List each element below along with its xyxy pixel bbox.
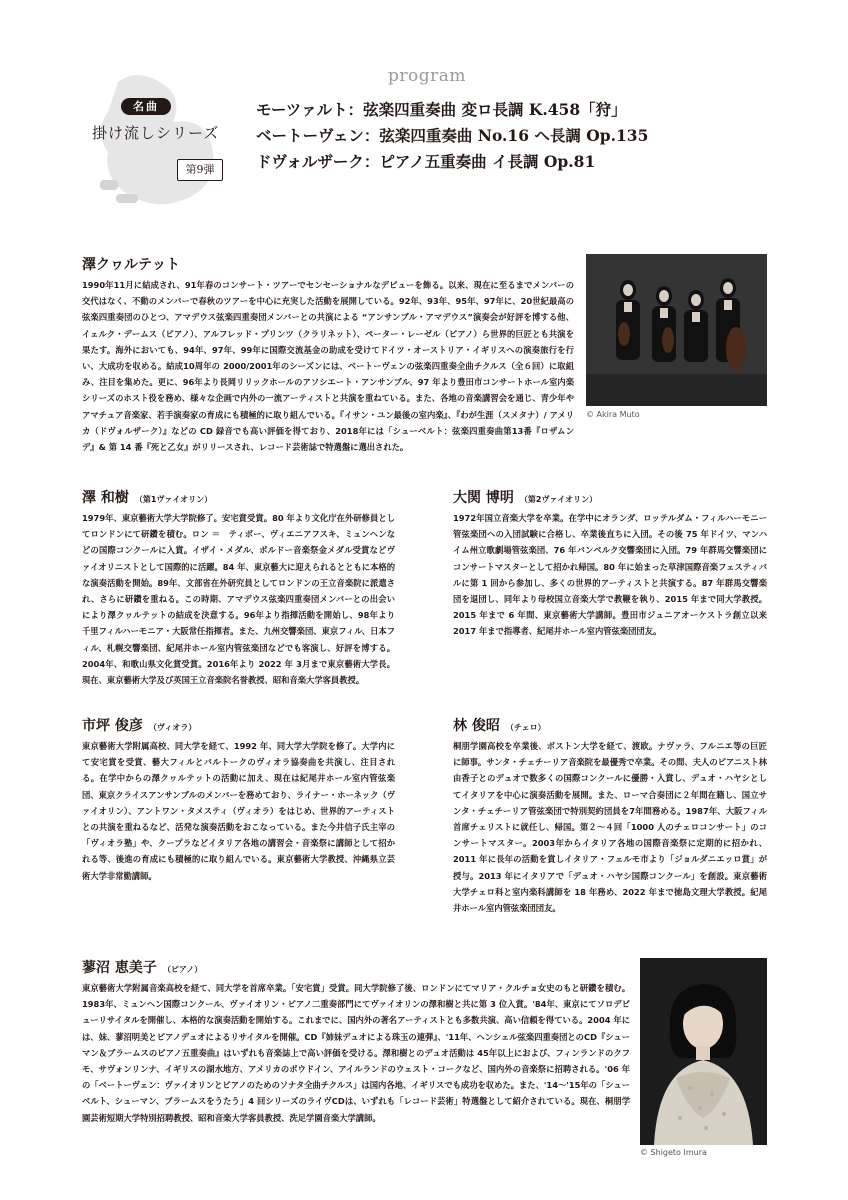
pianist-bio: 東京藝術大学附属音楽高校を経て、同大学を首席卒業。「安宅賞」受賞。同大学院修了後、ロンドンにてマリア・クルチョ女史のもと研鑽を積む。1983年、ミュンヘン国際コンクール、ヴァイオリン・ピアノ二重奏部門にてヴァイオリンの澤和樹と共に第 3 位入賞。'84年、東京にてソロデビューリサイタルを開催し、本格的な演奏活動を開始する。これまでに、国内外の著名アーティストとも多数共演、高い信頼を得ている。2004 年には、妹、蓼沼明美とピアノデュオによるリサイタルを開催。CD『姉妹デュオによる珠玉の連弾』、'11年、ヘンシェル弦楽四重奏団とのCD『シューマン＆ブラームスのピアノ五重奏曲』はいずれも音楽誌上で高い評価を受ける。澤和樹とのデュオ活動は 45年以上におよび、フィンランドのクフモ、サヴォンリンナ、イギリスの湖水地方、アメリカのボウドイン、アイルランドのウェスト・コークなど、国内外の音楽祭に招聘される。'06 年の「ベートーヴェン：ヴァイオリンとピアノのためのソナタ全曲チクルス」は国内各地、イギリスでも成功を収めた。また、'14～'15年の「シューベルト、シューマン、ブラームスをうたう」4 回シリーズのライヴCDは、いずれも「レコード芸術」特選盤として紹介されている。現在、桐朋学園芸術短期大学特別招聘教授、昭和音楽大学客員教授、洗足学園音楽大学講師。 [82, 983, 630, 1123]
program-label: program [388, 66, 467, 86]
member-name: 澤 和樹 [82, 490, 129, 506]
member-bio: 1979年、東京藝術大学大学院修了。安宅賞受賞。80 年より文化庁在外研修員としてロンドンにて研鑽を積む。ロン ＝ ティボー、ヴィエニアフスキ、ミュンヘンなどの国際コンクールに入賞。イザイ・メダル、ボルドー音楽祭金メダル受賞などヴァイオリニストとして国際的に活躍。84 年、東京藝大に迎えられるとともに本格的な演奏活動を開始。89年、文部省在外研究員としてロンドンの王立音楽院に派遣され、さらに研鑽を重ねる。この時期、アマデウス弦楽四重奏団メンバーとの出会いにより澤クヮルテットの結成を決意する。96年より指揮活動を開始し、98年より千里フィルハーモニア・大阪常任指揮者。また、九州交響楽団、東京フィル、日本フィル、札幌交響楽団、紀尾井ホール室内管弦楽団などでも客演し、好評を博する。2004年、和歌山県文化賞受賞。2016年より 2022 年 3月まで東京藝術大学長。現在、東京藝術大学及び英国王立音楽院名誉教授、昭和音楽大学客員教授。 [82, 513, 395, 686]
member-bio: 東京藝術大学附属高校、同大学を経て、1992 年、同大学大学院を修了。大学内にて安宅賞を受賞、藝大フィルとバルトークのヴィオラ協奏曲を共演し、注目される。在学中からの澤クヮルテットの活動に加え、現在は紀尾井ホール室内管弦楽団、東京クライスアンサンブルのメンバーを務めており、ライナー・ホーネック（ヴァイオリン）、アントワン・タメスティ（ヴィオラ）をはじめ、世界的アーティストとの共演を重ねるなど、活発な演奏活動をおこなっている。また今井信子氏主宰の「ヴィオラ塾」や、クープラなどイタリア各地の講習会・音楽祭に講師として招かれる等、後進の育成にも積極的に取り組んでいる。東京藝術大学教授、沖縄県立芸術大学非常勤講師。 [82, 741, 395, 881]
quartet-photo-image [586, 254, 767, 406]
member-heading [453, 715, 546, 735]
member-heading [82, 715, 196, 735]
program-list [256, 97, 648, 175]
quartet-bio: 1990年11月に結成され、91年春のコンサート・ツアーでセンセーショナルなデビューを飾る。以来、現在に至るまでメンバーの交代はなく、不動のメンバーで春秋のツアーを中心に充実した活動を展開している。92年、93年、95年、97年に、20世紀最高の弦楽四重奏団のひとつ、アマデウス弦楽四重奏団メンバーとの共演による “アンサンブル・アマデウス”演奏会が好評を博する他、イェルク・デームス（ピアノ）、アルフレッド・プリンツ（クラリネット）、ペーター・レーゼル（ピアノ）ら世界的巨匠とも共演を果たす。海外においても、94年、97年、99年に国際交流基金の助成を受けてドイツ・オーストリア・イギリスへの演奏旅行を行い、大成功を収める。結成10周年の 2000/2001年のシーズンには、ベートーヴェンの弦楽四重奏全曲チクルス（全６回）に取組み、注目を集めた。更に、96年より長岡リリックホールのアソシエート・アンサンブル、97 年より豊田市コンサートホール室内楽シリーズのホスト役を務め、様々な企画で内外の一流アーティストと共演を重ねている。また、各地の音楽講習会を通じ、青少年やアマチュア音楽家、若手演奏家の育成にも積極的に取り組んでいる。『イサン・ユン最後の室内楽』、『わが生涯（スメタナ）/ アメリカ（ドヴォルザーク）』などの CD 録音でも高い評価を得ており、2018年には「シューベルト：弦楽四重奏曲第13番『ロザムンデ』& 第 14 番『死と乙女』がリリースされ、レコード芸術誌で特選盤に選出された。 [82, 280, 574, 453]
pianist-heading [82, 957, 202, 977]
member-name: 大関 博明 [453, 490, 514, 506]
member-role: （チェロ） [505, 723, 546, 732]
member-bio: 桐朋学園高校を卒業後、ボストン大学を経て、渡欧。ナヴァラ、フルニエ等の巨匠に師事。サンタ・チェチーリア音楽院を最優秀で卒業。その間、夫人のピアニスト林由香子とのデュオで数多くの国際コンクールに優勝・入賞し、デュオ・ハヤシとしてイタリアを中心に演奏活動を展開。また、ローマ合奏団に２年間在籍し、国立サンタ・チェチーリア管弦楽団で特別契約団員を7年間務める。1987年、大阪フィル首席チェリストに就任し、帰国。第２～４回「1000 人のチェロコンサート」のコンサートマスター。2003年からイタリア各地の国際音楽祭に定期的に招かれ、2011 年に長年の活動を賞しイタリア・フェルモ市より「ジョルダニエッロ賞」が授与。2013 年にイタリアで「デュオ・ハヤシ国際コンクール」を創設。東京藝術大学チェロ科と室内楽科講師を 18 年務め、2022 年まで徳島文理大学教授。紀尾井ホール室内管弦楽団団友。 [453, 741, 767, 914]
member-heading [453, 487, 597, 507]
pianist-photo-image [640, 958, 767, 1145]
pianist-photo [640, 958, 767, 1145]
series-badge: 名曲 [121, 98, 171, 115]
member-heading [82, 487, 212, 507]
program-item: モーツァルト：弦楽四重奏曲 変ロ長調 K.458「狩」 [256, 100, 627, 119]
program-item: ドヴォルザーク：ピアノ五重奏曲 イ長調 Op.81 [256, 152, 596, 171]
pianist-photo-credit: © Shigeto Imura [640, 1148, 707, 1157]
member-role: （第2ヴァイオリン） [519, 495, 598, 504]
member-bio: 1972年国立音楽大学を卒業。在学中にオランダ、ロッテルダム・フィルハーモニー管弦楽団への入団試験に合格し、卒業後直ちに入団。その後 75 年ドイツ、マンハイム州立歌劇場管弦楽団、76 年バンベルク交響楽団に入団。79 年群馬交響楽団にコンサートマスターとして招かれ帰国。80 年に始まった草津国際音楽フェスティバルに第 1 回から参加し、多くの世界的アーティストと共演する。87 年群馬交響楽団を退団し、同年より母校国立音楽大学で教鞭を執り、2015 年まで同大学教授。2015 年まで 6 年間、東京藝術大学講師。豊田市ジュニアオーケストラ創立以来 2017 年まで指導者、紀尾井ホール室内管弦楽団団友。 [453, 513, 767, 637]
quartet-photo-credit: © Akira Muto [586, 410, 640, 419]
series-number: 第9弾 [177, 159, 223, 181]
quartet-heading: 澤クヮルテット [82, 257, 180, 273]
pianist-name: 蓼沼 恵美子 [82, 960, 157, 976]
quartet-photo [586, 254, 767, 406]
program-item: ベートーヴェン：弦楽四重奏曲 No.16 ヘ長調 Op.135 [256, 126, 649, 145]
pianist-role: （ピアノ） [162, 965, 203, 974]
member-name: 市坪 俊彦 [82, 718, 143, 734]
member-role: （ヴィオラ） [148, 723, 197, 732]
series-title: 掛け流しシリーズ [92, 124, 220, 142]
member-name: 林 俊昭 [453, 718, 500, 734]
member-role: （第1ヴァイオリン） [134, 495, 213, 504]
